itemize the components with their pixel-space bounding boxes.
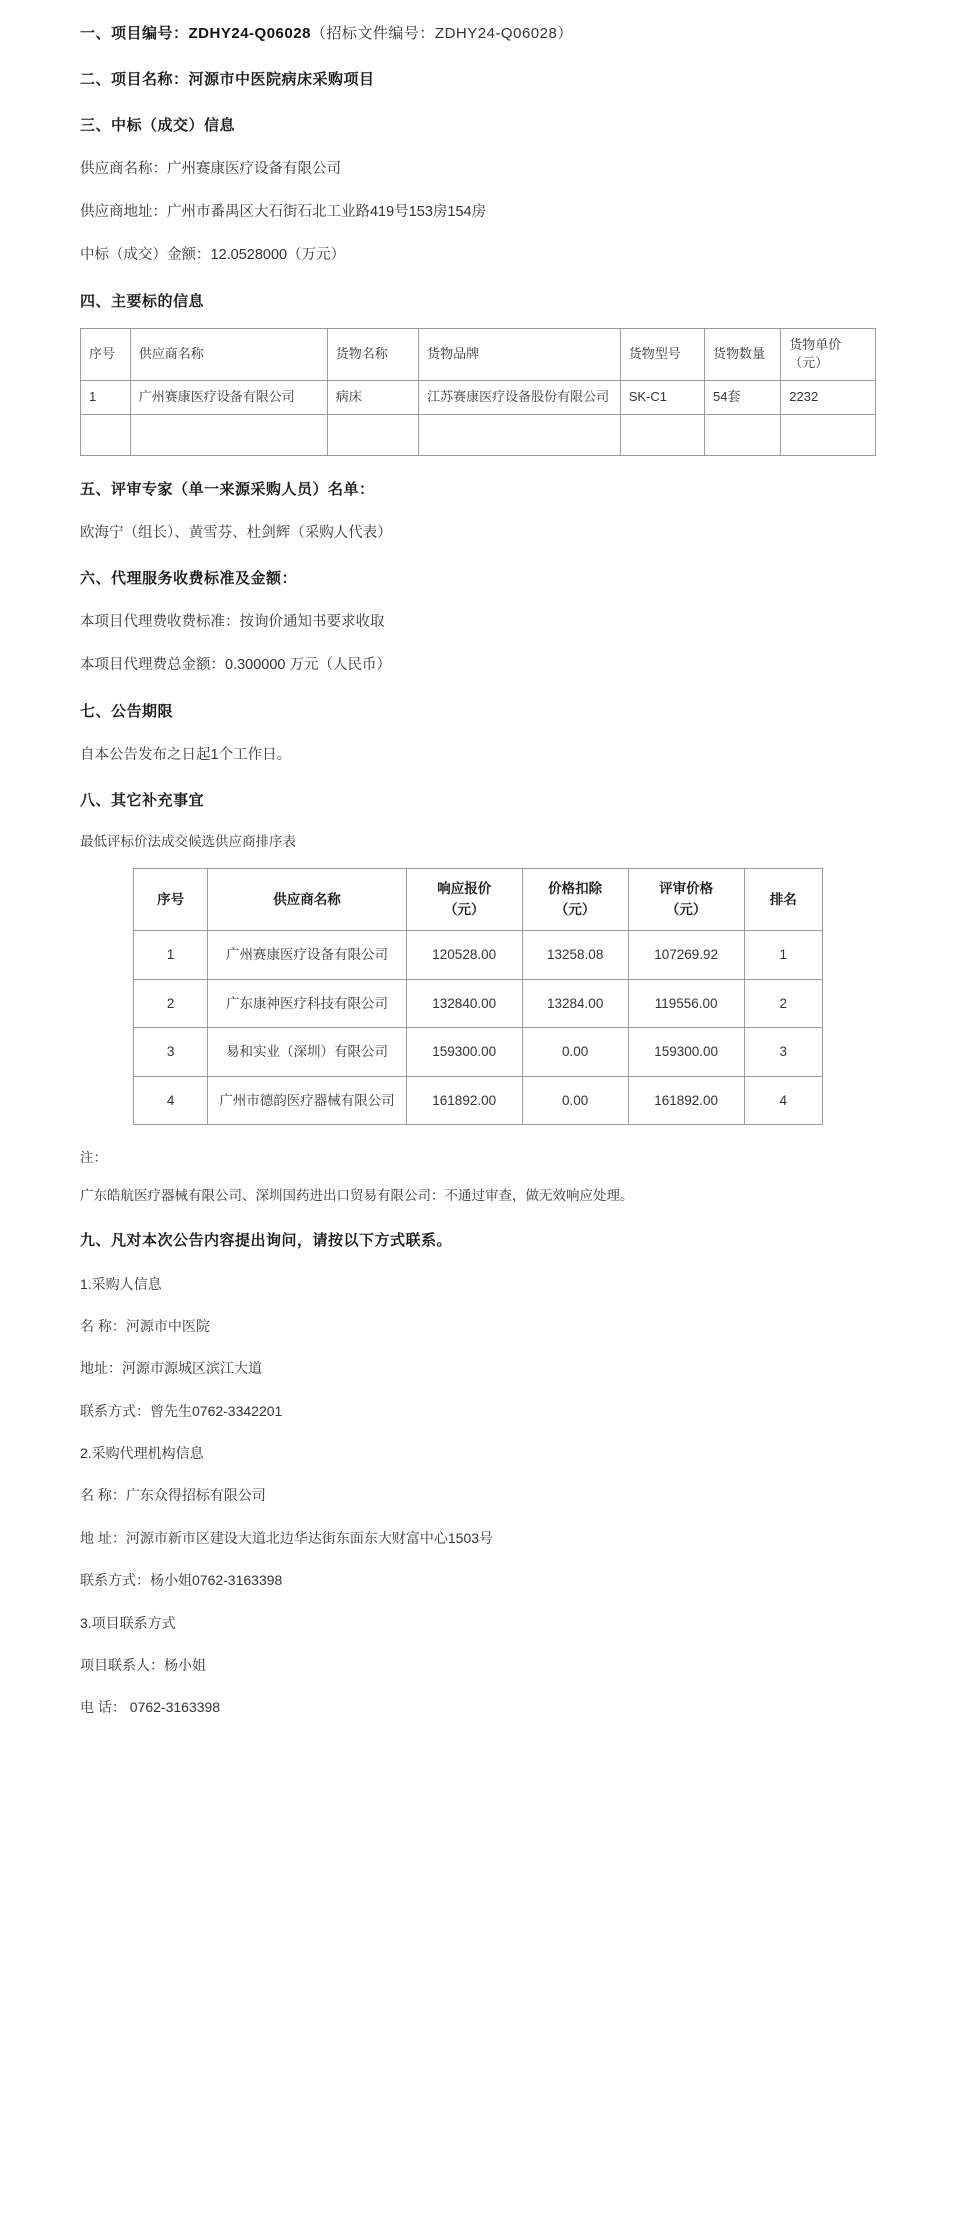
note-label: 注：: [80, 1150, 107, 1166]
purchaser-info-title: 1.采购人信息: [80, 1275, 162, 1292]
ranking-header-row: [134, 869, 823, 931]
rank-col-header-supplier-l1: 供应商名称: [273, 891, 341, 907]
table-header-row: [81, 328, 876, 381]
table-row: [134, 1076, 823, 1125]
rank-col-header-deduction-l2: （元）: [554, 901, 596, 917]
cell-rank-review: 161892.00: [628, 1076, 744, 1125]
rank-col-header-review-price-l2: （元）: [665, 901, 707, 917]
cell-rank-seq: 1: [134, 930, 208, 979]
cell-rank-supplier: 易和实业（深圳）有限公司: [208, 1028, 407, 1077]
cell-rank-rank: 3: [744, 1028, 822, 1077]
project-contact-title: 3.项目联系方式: [80, 1614, 176, 1631]
supplier-address: 供应商地址：广州市番禺区大石街石北工业路419号153房154房: [80, 204, 487, 221]
cell-rank-review: 159300.00: [628, 1028, 744, 1077]
rank-col-header-rank: [744, 869, 822, 931]
section-2-label: 二、项目名称：: [80, 71, 189, 88]
agency-name: 名 称：广东众得招标有限公司: [80, 1487, 266, 1504]
project-number-value: ZDHY24-Q06028: [188, 25, 311, 42]
agency-contact: 联系方式：杨小姐0762-3163398: [80, 1572, 283, 1589]
cell-rank-seq: 3: [134, 1028, 208, 1077]
agency-fee-total: 本项目代理费总金额：0.300000 万元（人民币）: [80, 657, 392, 674]
cell-seq: 1: [81, 381, 131, 415]
table-row: [81, 381, 876, 415]
table-row: [134, 930, 823, 979]
agency-address: 地 址：河源市新市区建设大道北边华达街东面东大财富中心1503号: [80, 1529, 494, 1546]
rank-col-header-offer-l1: 响应报价: [437, 881, 492, 897]
rank-col-header-review-price: [628, 869, 744, 931]
section-announcement-period-title: 七、公告期限: [80, 702, 174, 720]
announcement-period-body: 自本公告发布之日起1个工作日。: [80, 746, 292, 763]
col-header-supplier: 供应商名称: [130, 328, 327, 381]
cell-empty-quantity: [704, 415, 780, 456]
cell-unit-price: 2232: [781, 381, 876, 415]
cell-empty-model: [620, 415, 704, 456]
cell-goods: 病床: [327, 381, 418, 415]
rank-col-header-deduction: [522, 869, 628, 931]
cell-empty-goods: [327, 415, 418, 456]
cell-rank-offer: 159300.00: [406, 1028, 522, 1077]
agency-info-title: 2.采购代理机构信息: [80, 1445, 204, 1462]
main-items-table: [80, 328, 876, 457]
cell-rank-offer: 132840.00: [406, 979, 522, 1028]
section-project-name: [80, 68, 876, 92]
purchaser-name: 名 称：河源市中医院: [80, 1317, 210, 1334]
cell-empty-brand: [419, 415, 621, 456]
section-award-info-title: 三、中标（成交）信息: [80, 117, 236, 134]
project-contact-phone: 电 话： 0762-3163398: [80, 1699, 221, 1716]
cell-supplier: 广州赛康医疗设备有限公司: [130, 381, 327, 415]
rank-col-header-offer: [406, 869, 522, 931]
cell-empty-supplier: [130, 415, 327, 456]
cell-rank-review: 107269.92: [628, 930, 744, 979]
cell-rank-supplier: 广州赛康医疗设备有限公司: [208, 930, 407, 979]
cell-rank-deduction: 0.00: [522, 1028, 628, 1077]
cell-rank-rank: 1: [744, 930, 822, 979]
ranking-table: [133, 868, 823, 1125]
cell-rank-offer: 120528.00: [406, 930, 522, 979]
review-experts-list: 欧海宁（组长）、黄雪芬、杜剑辉（采购人代表）: [80, 525, 392, 542]
supplier-name: 供应商名称：广州赛康医疗设备有限公司: [80, 161, 341, 177]
section-contact-title: 九、凡对本次公告内容提出询问，请按以下方式联系。: [80, 1231, 453, 1249]
rank-col-header-seq-l1: 序号: [157, 891, 185, 907]
cell-rank-deduction: 13284.00: [522, 979, 628, 1028]
section-project-number: [80, 22, 876, 46]
agency-fee-standard: 本项目代理费收费标准：按询价通知书要求收取: [80, 614, 385, 631]
cell-rank-review: 119556.00: [628, 979, 744, 1028]
project-contact-person: 项目联系人：杨小姐: [80, 1657, 206, 1674]
rank-col-header-offer-l2: （元）: [443, 901, 485, 917]
section-main-items-title: 四、主要标的信息: [80, 292, 205, 310]
rank-col-header-seq: [134, 869, 208, 931]
table-row-empty: [81, 415, 876, 456]
cell-brand: 江苏赛康医疗设备股份有限公司: [419, 381, 621, 415]
rank-col-header-rank-l1: 排名: [769, 891, 797, 907]
rank-col-header-review-price-l1: 评审价格: [659, 881, 714, 897]
cell-rank-deduction: 0.00: [522, 1076, 628, 1125]
section-supplementary-title: 八、其它补充事宜: [80, 791, 205, 809]
tender-doc-number: （招标文件编号：ZDHY24-Q06028）: [310, 25, 573, 42]
section-agency-fee-title: 六、代理服务收费标准及金额：: [80, 570, 298, 588]
cell-rank-rank: 4: [744, 1076, 822, 1125]
cell-rank-rank: 2: [744, 979, 822, 1028]
note-body: 广东皓航医疗器械有限公司、深圳国药进出口贸易有限公司：不通过审查，做无效响应处理。: [80, 1187, 634, 1203]
project-name-value: 河源市中医院病床采购项目: [188, 71, 375, 88]
rank-col-header-deduction-l1: 价格扣除: [548, 881, 603, 897]
section-review-experts-title: 五、评审专家（单一来源采购人员）名单：: [80, 481, 375, 499]
cell-rank-supplier: 广东康神医疗科技有限公司: [208, 979, 407, 1028]
cell-rank-offer: 161892.00: [406, 1076, 522, 1125]
cell-empty-seq: [81, 415, 131, 456]
section-1-label: 一、项目编号：: [80, 25, 189, 42]
cell-quantity: 54套: [704, 381, 780, 415]
cell-model: SK-C1: [620, 381, 704, 415]
cell-empty-unit-price: [781, 415, 876, 456]
purchaser-address: 地址：河源市源城区滨江大道: [80, 1360, 262, 1377]
rank-col-header-supplier: [208, 869, 407, 931]
col-header-model: 货物型号: [620, 328, 704, 381]
col-header-unit-price: 货物单价（元）: [781, 328, 876, 381]
col-header-goods: 货物名称: [327, 328, 418, 381]
award-amount: 中标（成交）金额：12.0528000（万元）: [80, 247, 346, 264]
table-row: [134, 979, 823, 1028]
cell-rank-seq: 4: [134, 1076, 208, 1125]
cell-rank-supplier: 广州市德韵医疗器械有限公司: [208, 1076, 407, 1125]
col-header-seq: 序号: [81, 328, 131, 381]
cell-rank-deduction: 13258.08: [522, 930, 628, 979]
col-header-quantity: 货物数量: [704, 328, 780, 381]
cell-rank-seq: 2: [134, 979, 208, 1028]
col-header-brand: 货物品牌: [419, 328, 621, 381]
purchaser-contact: 联系方式：曾先生0762-3342201: [80, 1402, 283, 1419]
ranking-table-caption: 最低评标价法成交候选供应商排序表: [80, 833, 296, 849]
table-row: [134, 1028, 823, 1077]
